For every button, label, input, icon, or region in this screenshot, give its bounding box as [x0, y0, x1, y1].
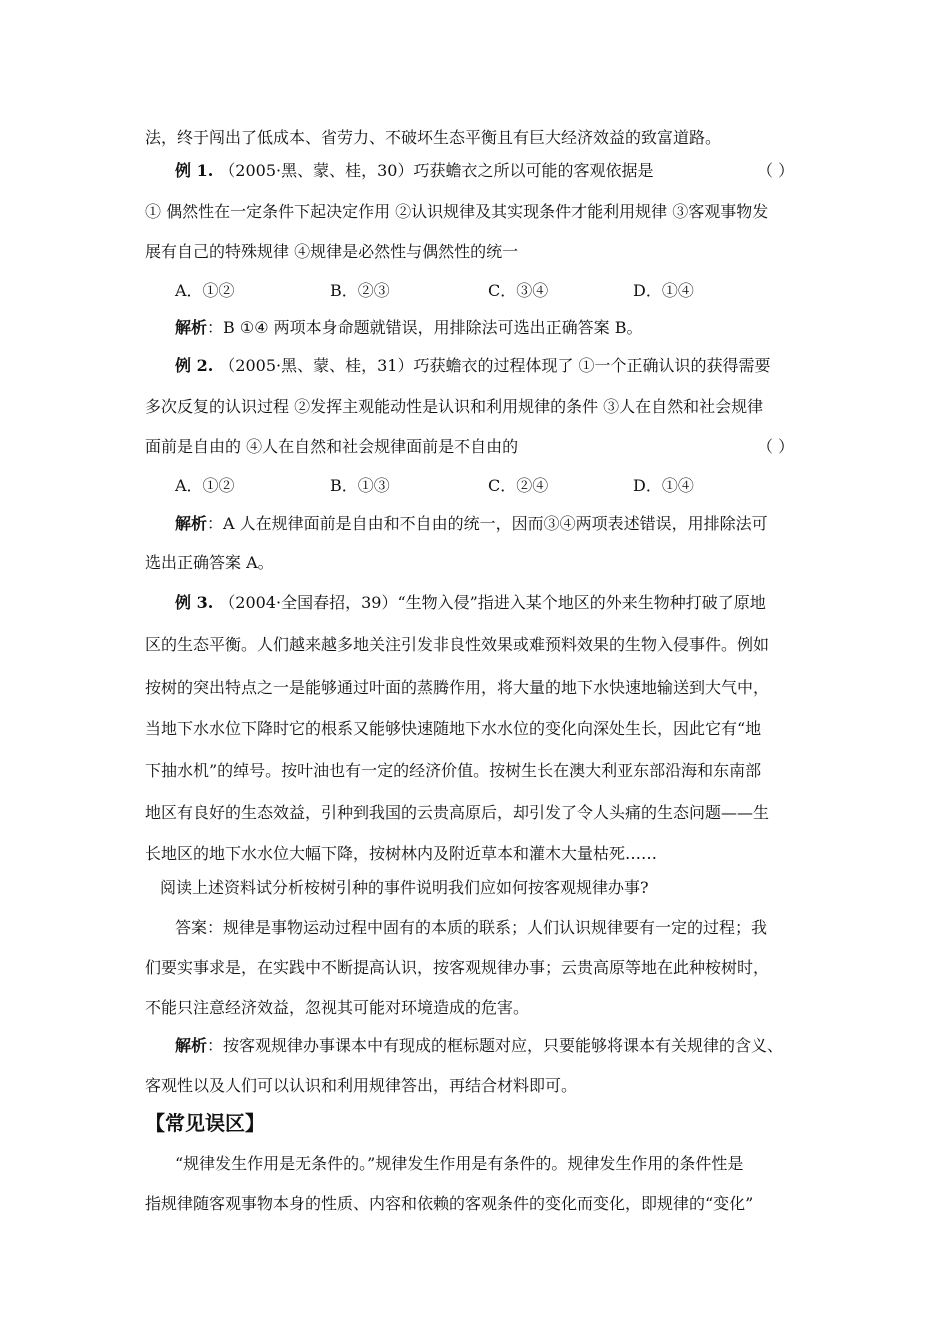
- example-3-analysis-cont: 客观性以及人们可以认识和利用规律答出，再结合材料即可。: [145, 1076, 578, 1095]
- section-heading: 【常见误区】: [145, 1111, 265, 1135]
- example-3-label: 例 3.: [175, 593, 214, 612]
- example-2-option-b: B．①③: [330, 476, 390, 495]
- example-1-analysis: [175, 317, 642, 339]
- example-2-analysis-label: 解析: [175, 514, 208, 533]
- example-3-material-line: 地区有良好的生态效益，引种到我国的云贵高原后，却引发了令人头痛的生态问题——生: [145, 803, 770, 822]
- example-3-answer-line: 答案：规律是事物运动过程中固有的本质的联系；人们认识规律要有一定的过程；我: [175, 918, 768, 937]
- example-2-stem-text: （2005·黑、蒙、桂，31）巧获蟾衣的过程体现了 ①一个正确认识的获得需要: [219, 356, 771, 375]
- example-2-stem: [175, 355, 771, 377]
- section-paragraph-line: “规律发生作用是无条件的。”规律发生作用是有条件的。规律发生作用的条件性是: [175, 1154, 744, 1173]
- example-2-label: 例 2.: [175, 356, 214, 375]
- example-1-option-d: D．①④: [633, 281, 694, 300]
- example-1-answer-bracket: （ ）: [757, 161, 795, 180]
- example-3-stem-text: （2004·全国春招，39）“生物入侵”指进入某个地区的外来生物种打破了原地: [219, 593, 766, 612]
- example-3-material-line: 下抽水机”的绰号。按叶油也有一定的经济价值。按树生长在澳大利亚东部沿海和东南部: [145, 761, 762, 780]
- example-2-option-c: C．②④: [488, 476, 549, 495]
- example-3-answer-line: 不能只注意经济效益，忽视其可能对环境造成的危害。: [145, 998, 530, 1017]
- example-1-analysis-label: 解析: [175, 318, 208, 337]
- example-1-analysis-text: ：B ①④ 两项本身命题就错误，用排除法可选出正确答案 B。: [207, 318, 643, 337]
- example-3-material-line: 长地区的地下水水位大幅下降，按树林内及附近草本和灌木大量枯死……: [145, 844, 658, 863]
- example-2-analysis-text: ：A 人在规律面前是自由和不自由的统一，因而③④两项表述错误，用排除法可: [207, 514, 768, 533]
- example-2-line-2: 多次反复的认识过程 ②发挥主观能动性是认识和利用规律的条件 ③人在自然和社会规律: [145, 397, 764, 416]
- example-1-line-2: ① 偶然性在一定条件下起决定作用 ②认识规律及其实现条件才能利用规律 ③客观事物发: [145, 202, 769, 221]
- example-3-question: 阅读上述资料试分析桉树引种的事件说明我们应如何按客观规律办事?: [160, 878, 649, 897]
- intro-tail-line: 法，终于闯出了低成本、省劳力、不破坏生态平衡且有巨大经济效益的致富道路。: [145, 128, 722, 147]
- example-1-stem-text: （2005·黑、蒙、桂，30）巧获蟾衣之所以可能的客观依据是: [219, 161, 654, 180]
- example-3-material-line: 按树的突出特点之一是能够通过叶面的蒸腾作用，将大量的地下水快速地输送到大气中，: [145, 678, 770, 697]
- example-1-option-a: A．①②: [175, 281, 235, 300]
- example-2-option-d: D．①④: [633, 476, 694, 495]
- example-3-analysis-label: 解析: [175, 1036, 208, 1055]
- example-2-answer-bracket: （ ）: [757, 437, 795, 456]
- example-2-analysis-cont: 选出正确答案 A。: [145, 553, 274, 572]
- example-1-label: 例 1.: [175, 161, 214, 180]
- example-3-stem: [175, 592, 766, 614]
- example-2-analysis: [175, 513, 768, 535]
- example-3-analysis-text: ：按客观规律办事课本中有现成的框标题对应，只要能够将课本有关规律的含义、: [207, 1036, 784, 1055]
- example-1-line-3: 展有自己的特殊规律 ④规律是必然性与偶然性的统一: [145, 242, 519, 261]
- example-2-option-a: A．①②: [175, 476, 235, 495]
- example-3-answer-line: 们要实事求是，在实践中不断提高认识，按客观规律办事；云贵高原等地在此种桉树时，: [145, 958, 770, 977]
- example-3-material-line: 区的生态平衡。人们越来越多地关注引发非良性效果或难预料效果的生物入侵事件。例如: [145, 635, 770, 654]
- example-1-stem: [175, 160, 653, 182]
- example-1-option-b: B．②③: [330, 281, 390, 300]
- example-1-option-c: C．③④: [488, 281, 549, 300]
- example-3-material-line: 当地下水水位下降时它的根系又能够快速随地下水水位的变化向深处生长，因此它有“地: [145, 719, 762, 738]
- section-paragraph-line: 指规律随客观事物本身的性质、内容和依赖的客观条件的变化而变化，即规律的“变化”: [145, 1194, 754, 1213]
- example-2-line-3: 面前是自由的 ④人在自然和社会规律面前是不自由的: [145, 437, 519, 456]
- example-3-analysis: [175, 1035, 783, 1057]
